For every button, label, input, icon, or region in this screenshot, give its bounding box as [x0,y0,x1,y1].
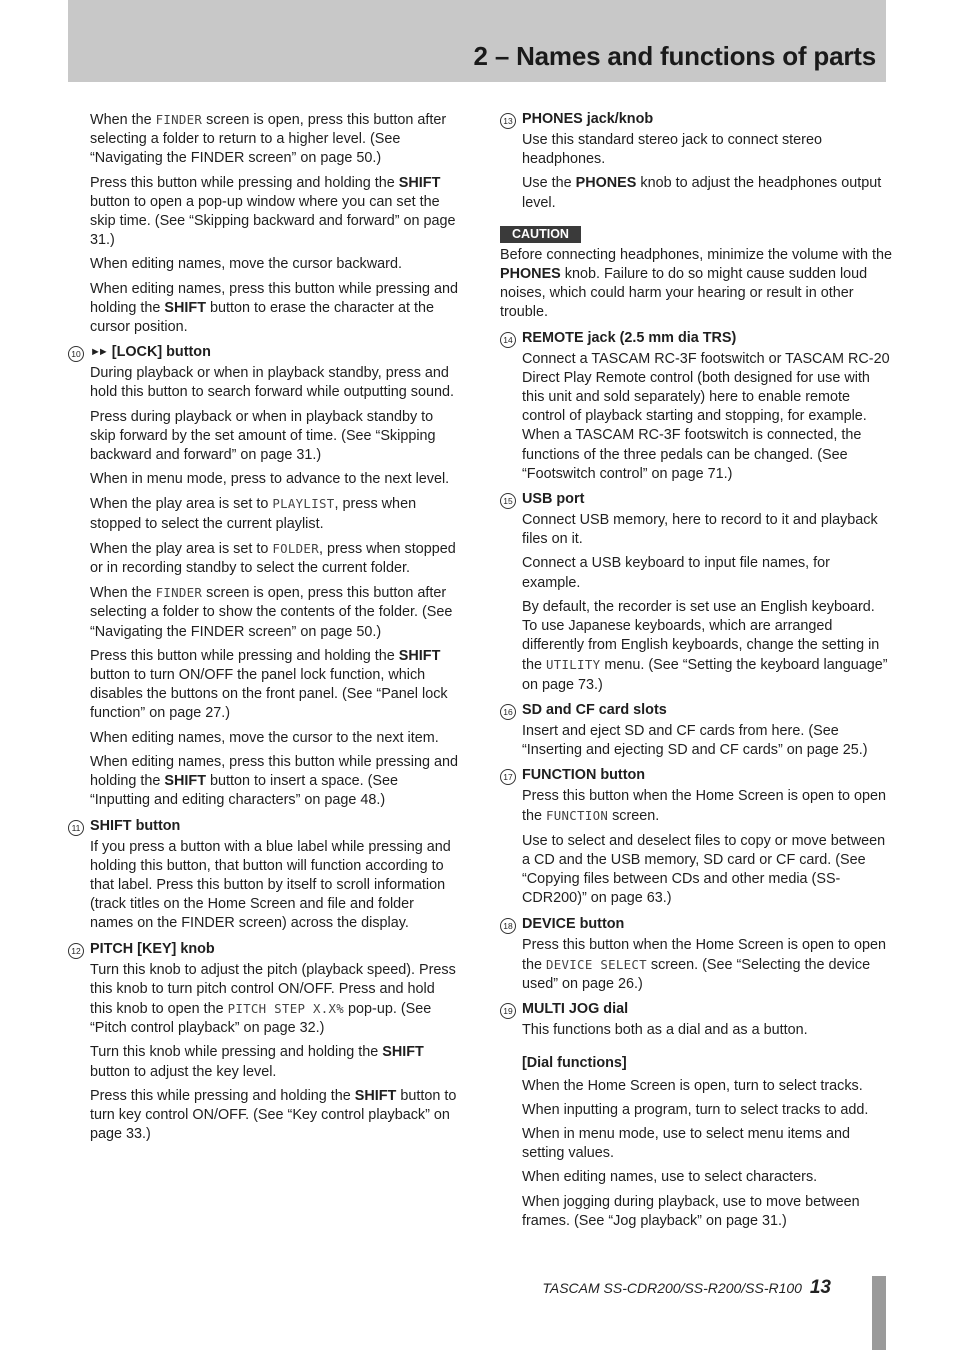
item-number: 18 [500,918,516,934]
item-number: 10 [68,346,84,362]
paragraph: When the Home Screen is open, turn to select tracks. [522,1077,863,1094]
item-heading-multi-jog-dial: 19 MULTI JOG dial [500,1000,892,1019]
item-heading-function-button: 17 FUNCTION button [500,766,892,785]
item-number: 14 [500,332,516,348]
paragraph: Turn this knob to adjust the pitch (playback speed). Press this knob to turn pitch control ON/OFF. Press and hold this knob to open the PITCH STEP X.X% pop-up. (See “Pitch control playback” on page 32.) [90,961,456,1037]
product-name: TASCAM SS-CDR200/SS-R200/SS-R100 [542,1280,802,1296]
fast-forward-icon: ►► [90,346,106,359]
item-heading-lock-button: 10 ►► [LOCK] button [68,343,458,362]
paragraph: When editing names, use to select characters. [522,1169,818,1186]
paragraph: Press during playback or when in playback standby to skip forward by the set amount of time. (See “Skipping backward and forward” on page 31.) [90,408,436,464]
paragraph: When editing names, move the cursor backward. [90,256,402,273]
paragraph: During playback or when in playback standby, press and hold this button to search forward while outputting sound. [90,365,454,401]
paragraph: Turn this knob while pressing and holding the SHIFT button to adjust the key level. [90,1044,424,1080]
item-heading-phones: 13 PHONES jack/knob [500,110,892,129]
paragraph: Press this button when the Home Screen is open to open the DEVICE SELECT screen. (See “Selecting the device used” on page 26.) [522,936,886,992]
paragraph: Press this button while pressing and holding the SHIFT button to turn ON/OFF the panel lock function, which disables the buttons on the front panel. (See “Panel lock function” on page 27.) [90,647,448,722]
paragraph: Use to select and deselect files to copy or move between a CD and the USB memory, SD card or CF card. (See “Copying files between CDs and other media (SS-CDR200)” on page 63.) [522,832,886,907]
paragraph: Connect a USB keyboard to input file names, for example. [522,555,830,591]
paragraph: This functions both as a dial and as a button. [522,1022,808,1039]
page-title: 2 – Names and functions of parts [473,41,876,71]
paragraph: Use the PHONES knob to adjust the headphones output level. [522,175,882,211]
footer-tab-bar [872,1276,886,1350]
paragraph: If you press a button with a blue label while pressing and holding this button, that button will function according to that label. Press this button by itself to scroll information (track titles on the Home Screen and file and folder names on the FINDER screen) across the display. [90,838,451,932]
item-heading-remote-jack: 14 REMOTE jack (2.5 mm dia TRS) [500,329,892,348]
caution-text: Before connecting headphones, minimize the volume with the PHONES knob. Failure to do so might cause sudden loud noises, which could harm your hearing or result in other trouble. [500,246,892,321]
item-heading-device-button: 18 DEVICE button [500,915,892,934]
paragraph: When in menu mode, press to advance to the next level. [90,471,450,488]
paragraph: When the play area is set to FOLDER, press when stopped or in recording standby to select the current folder. [90,540,456,577]
paragraph: Connect a TASCAM RC-3F footswitch or TASCAM RC-20 Direct Play Remote control (both designed for use with this unit and sold separately) here to enable remote control of playback starting and stopping, for example. When a TASCAM RC-3F footswitch is connected, the functions of the three pedals can be changed. (See “Footswitch control” on page 71.) [522,350,890,482]
item-number: 11 [68,820,84,836]
item-number: 19 [500,1003,516,1019]
caution-label: CAUTION [500,226,581,243]
item-number: 15 [500,493,516,509]
paragraph: When the play area is set to PLAYLIST, press when stopped to select the current playlist. [90,496,417,532]
paragraph: Press this while pressing and holding the SHIFT button to turn key control ON/OFF. (See “Key control playback” on page 33.) [90,1087,457,1143]
paragraph: When editing names, press this button while pressing and holding the SHIFT button to insert a space. (See “Inputting and editing characters” on page 48.) [90,753,458,809]
item-heading-card-slots: 16 SD and CF card slots [500,701,892,720]
paragraph: Use this standard stereo jack to connect stereo headphones. [522,132,822,168]
right-column [500,110,892,1236]
page-number: 13 [809,1277,831,1298]
page-header [68,0,886,82]
subheading-dial-functions: [Dial functions] [522,1055,627,1072]
paragraph: Press this button while pressing and holding the SHIFT button to open a pop-up window where you can set the skip time. (See “Skipping backward and forward” on page 31.) [90,174,456,249]
item-number: 13 [500,113,516,129]
paragraph: Connect USB memory, here to record to it and playback files on it. [522,512,878,548]
item-heading-shift-button: 11 SHIFT button [68,817,458,836]
paragraph: When editing names, move the cursor to the next item. [90,729,439,746]
paragraph: When the FINDER screen is open, press this button after selecting a folder to return to a higher level. (See “Navigating the FINDER screen” on page 50.) [90,112,447,167]
paragraph: Insert and eject SD and CF cards from here. (See “Inserting and ejecting SD and CF cards” on page 25.) [522,722,868,759]
item-number: 16 [500,704,516,720]
item-number: 12 [68,943,84,959]
item-heading-pitch-knob: 12 PITCH [KEY] knob [68,940,458,959]
paragraph: When in menu mode, use to select menu items and setting values. [522,1125,850,1162]
paragraph: When the FINDER screen is open, press this button after selecting a folder to show the contents of the folder. (See “Navigating the FINDER screen” on page 50.) [90,585,453,640]
paragraph: Press this button when the Home Screen is open to open the FUNCTION screen. [522,788,886,825]
left-column [68,110,458,1149]
paragraph: By default, the recorder is set use an English keyboard. To use Japanese keyboards, which are arranged differently from English keyboards, change the setting in the UTILITY menu. (See “Setting the keyboard language” on page 73.) [522,598,888,693]
paragraph: When jogging during playback, use to move between frames. (See “Jog playback” on page 31.) [522,1193,860,1229]
item-number: 17 [500,769,516,785]
item-heading-usb-port: 15 USB port [500,490,892,509]
page-footer [542,1276,831,1300]
paragraph: When editing names, press this button while pressing and holding the SHIFT button to erase the character at the cursor position. [90,280,458,336]
paragraph: When inputting a program, turn to select tracks to add. [522,1101,869,1118]
